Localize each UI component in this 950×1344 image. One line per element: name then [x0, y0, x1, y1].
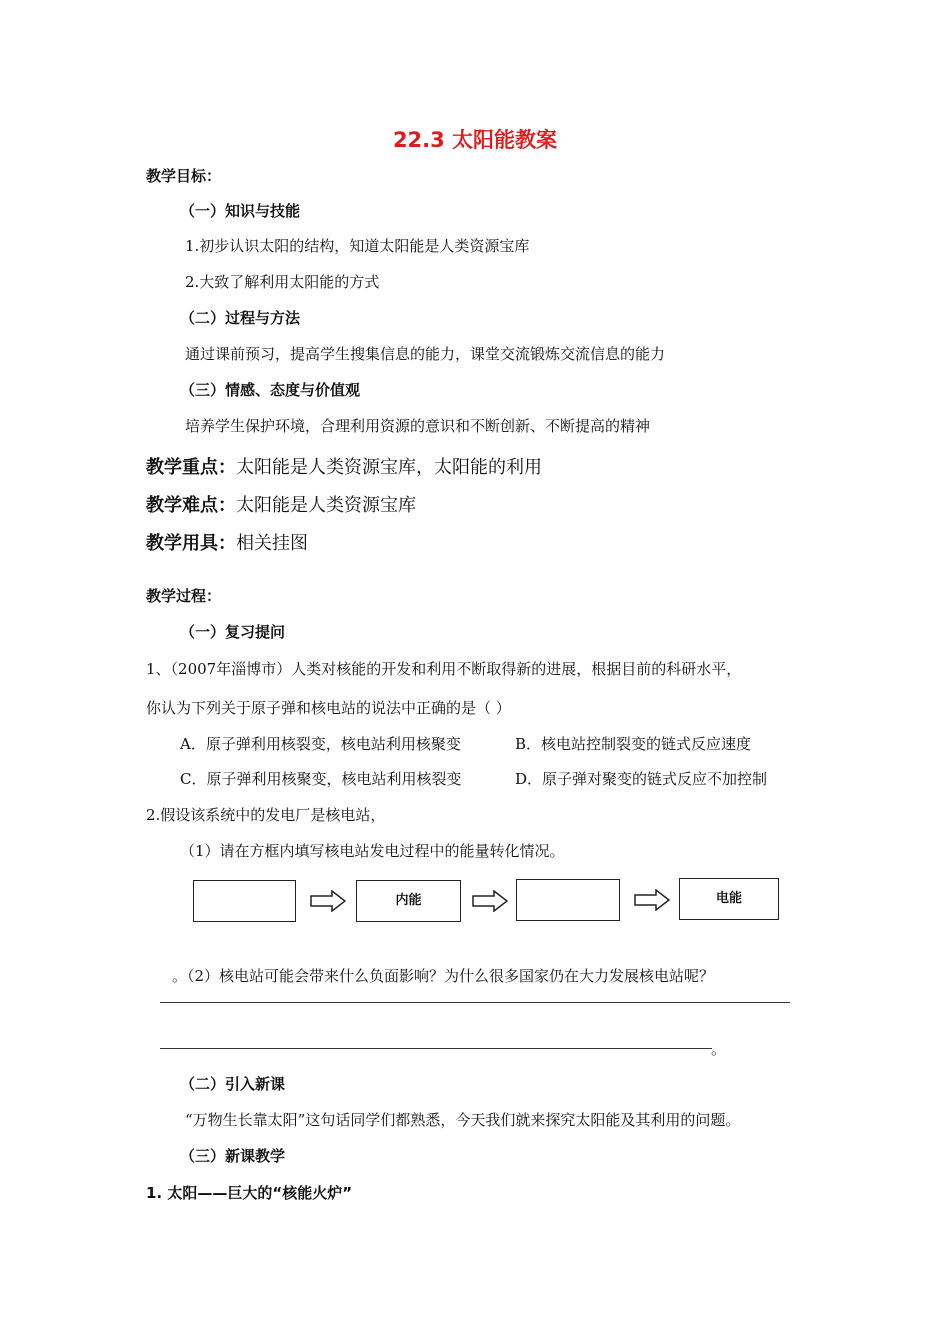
option-d: D．原子弹对聚变的链式反应不加控制: [515, 770, 768, 788]
teaching-tools: [146, 529, 308, 555]
question-1-line-1: 1、（2007年淄博市）人类对核能的开发和利用不断取得新的进展，根据目前的科研水平，: [146, 660, 742, 678]
option-a: A．原子弹利用核裂变，核电站利用核聚变: [180, 735, 461, 753]
knowledge-item-2: 2.大致了解利用太阳能的方式: [185, 273, 380, 291]
flow-arrow-3-icon: [634, 889, 670, 911]
new-lesson-heading: （三）新课教学: [180, 1147, 286, 1165]
tools-label: 教学用具：: [146, 533, 236, 554]
process-method-text: 通过课前预习，提高学生搜集信息的能力，课堂交流锻炼交流信息的能力: [185, 345, 666, 363]
emotion-text: 培养学生保护环境，合理利用资源的意识和不断创新、不断提高的精神: [185, 417, 651, 435]
question-2-sub-2: 。（2）核电站可能会带来什么负面影响？为什么很多国家仍在大力发展核电站呢？: [172, 967, 715, 985]
question-2: 2.假设该系统中的发电厂是核电站，: [146, 806, 386, 824]
option-b: B．核电站控制裂变的链式反应速度: [515, 735, 752, 753]
question-2-sub-1: （1）请在方框内填写核电站发电过程中的能量转化情况。: [180, 842, 565, 860]
review-heading: （一）复习提问: [180, 623, 286, 641]
emotion-heading: （三）情感、态度与价值观: [180, 381, 361, 399]
flow-box-3: [516, 879, 620, 921]
question-1-line-2: 你认为下列关于原子弹和核电站的说法中正确的是（ ）: [146, 699, 511, 717]
key-points-text: 太阳能是人类资源宝库，太阳能的利用: [236, 457, 542, 478]
flow-box-2: 内能: [356, 880, 461, 922]
objectives-heading: 教学目标：: [146, 167, 222, 185]
key-points: [146, 453, 542, 479]
flow-box-1: [193, 880, 296, 922]
flow-arrow-1-icon: [310, 890, 346, 912]
new-lesson-item-1: 1. 太阳——巨大的“核能火炉”: [146, 1184, 353, 1202]
difficult-points: [146, 491, 416, 517]
process-method-heading: （二）过程与方法: [180, 309, 301, 327]
flow-arrow-2-icon: [472, 890, 508, 912]
difficult-points-text: 太阳能是人类资源宝库: [236, 495, 416, 516]
answer-line-1: [160, 1002, 790, 1003]
intro-text: “万物生长靠太阳”这句话同学们都熟悉，今天我们就来探究太阳能及其利用的问题。: [185, 1111, 741, 1129]
tools-text: 相关挂图: [236, 533, 308, 554]
process-heading: 教学过程：: [146, 587, 222, 605]
knowledge-item-1: 1.初步认识太阳的结构，知道太阳能是人类资源宝库: [185, 237, 530, 255]
answer-end-mark: 。: [711, 1040, 727, 1058]
page-title: 22.3 太阳能教案: [392, 128, 558, 152]
flow-box-4: 电能: [679, 878, 779, 920]
option-c: C．原子弹利用核聚变，核电站利用核裂变: [180, 770, 462, 788]
difficult-points-label: 教学难点：: [146, 495, 236, 516]
intro-heading: （二）引入新课: [180, 1075, 286, 1093]
key-points-label: 教学重点：: [146, 457, 236, 478]
knowledge-heading: （一）知识与技能: [180, 202, 301, 220]
answer-line-2: [160, 1048, 712, 1049]
